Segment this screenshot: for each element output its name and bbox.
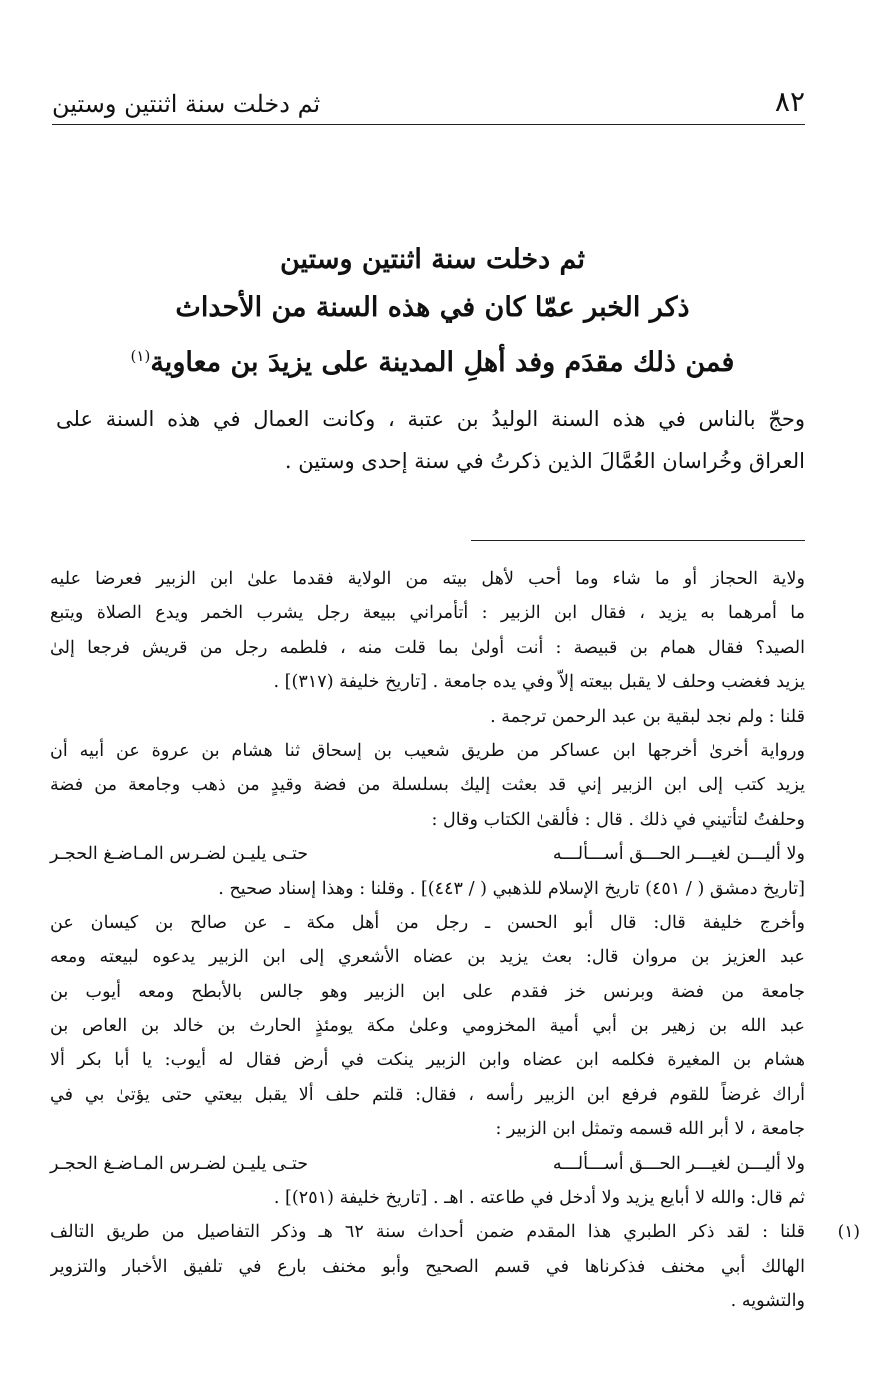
footnote-line: الهالك أبي مخنف فذكرناها في قسم الصحيح وأبو مخنف بارع في تلفيق الأخبار والتزوير — [50, 1256, 805, 1277]
verse-second-hemistich: حتـى يليـن لضـرس المـاضـغ الحجـر — [50, 844, 309, 865]
footnote-line: ثم قال: والله لا أبايع يزيد ولا أدخل في طاعته . اهـ . [تاريخ خليفة (٢٥١)] . — [273, 1188, 805, 1209]
poetry-verse — [50, 837, 805, 871]
footnote-line: قلنا : لقد ذكر الطبري هذا المقدم ضمن أحداث سنة ٦٢ هـ وذكر التفاصيل من طريق التالف — [50, 1222, 805, 1243]
section-title: ذكر الخبر عمّا كان في هذه السنة من الأحداث — [175, 292, 690, 323]
footnote-line: هشام بن المغيرة فكلمه ابن عضاه وابن الزبير ينكت في أرض فقال له أيوب: يا أبا بكر ألا — [50, 1050, 805, 1071]
footnote-line: ما أمرهما به يزيد ، فقال ابن الزبير : أتأمراني ببيعة رجل يشرب الخمر ويدع الصلاة ويتبع — [50, 603, 805, 624]
main-text — [56, 398, 805, 482]
footnote-number: (١) — [837, 1222, 860, 1243]
footnote-line: يزيد كتب إلى ابن الزبير إني قد بعثت إليك بسلسلة من فضة وقيدٍ من ذهب وجامعة من فضة — [50, 775, 805, 796]
main-text-line: وحجّ بالناس في هذه السنة الوليدُ بن عتبة ، وكانت العمال في هذه السنة على — [56, 407, 805, 431]
footnote-line: يزيد فغضب وحلف لا يقبل بيعته إلاّ وفي يده جامعة . [تاريخ خليفة (٣١٧)] . — [273, 672, 805, 693]
footnote-line: جامعة من فضة وبرنس خز فقدم على ابن الزبير وهو جالس بالأبطح ومعه أيوب بن — [50, 981, 805, 1002]
footnote-line: ولاية الحجاز أو ما شاء وما أحب لأهل بيته من الولاية فقدما علىٰ ابن الزبير فعرضا عليه — [50, 569, 805, 589]
footnote-line: الصيد؟ فقال همام بن قبيصة : أنت أولىٰ بما قلت منه ، فلطمه رجل من قريش فرجعا إلىٰ — [50, 637, 805, 658]
footnote-reference: (١) — [130, 347, 151, 365]
running-title: ثم دخلت سنة اثنتين وستين — [52, 90, 321, 118]
footnote-separator — [471, 540, 805, 541]
footnote-line: ورواية أخرىٰ أخرجها ابن عساكر من طريق شعيب بن إسحاق ثنا هشام بن عروة عن أبيه أن — [50, 740, 805, 761]
main-text-line: العراق وخُراسان العُمَّالَ الذين ذكرتُ في سنة إحدى وستين . — [284, 449, 805, 473]
footnote-line: وحلفتُ لتأتيني في ذلك . قال : فألقىٰ الكتاب وقال : — [431, 809, 805, 830]
footnote-line: عبد العزيز بن مروان قال: بعث يزيد بن عضاه الأشعري إلى ابن الزبير يدعوه لبيعته ومعه — [50, 947, 805, 968]
footnotes — [50, 562, 860, 1319]
footnote-line: [تاريخ دمشق ( / ٤٥١) تاريخ الإسلام للذهبي ( / ٤٤٣)] . وقلنا : وهذا إسناد صحيح . — [218, 878, 805, 899]
footnote-line: أراك غرضاً للقوم فرفع ابن الزبير رأسه ، فقال: قلتم حلف ألا يقبل بيعتي حتى يؤتىٰ بي في — [50, 1084, 805, 1105]
footnote-1 — [50, 1215, 860, 1318]
verse-second-hemistich: حتـى يليـن لضـرس المـاضـغ الحجـر — [50, 1153, 309, 1174]
poetry-verse — [50, 1147, 805, 1181]
footnote-line: وأخرج خليفة قال: قال أبو الحسن ـ رجل من أهل مكة ـ عن صالح بن كيسان عن — [50, 912, 805, 933]
footnote-line: جامعة ، لا أبر الله قسمه وتمثل ابن الزبير : — [495, 1119, 805, 1140]
subsection-title: فمن ذلك مقدَم وفد أهلِ المدينة على يزيدَ بن معاوية$^{(١)}$ — [130, 347, 735, 378]
page-number: ٨٢ — [774, 85, 805, 118]
chapter-title: ثم دخلت سنة اثنتين وستين — [279, 244, 585, 275]
verse-first-hemistich: ولا أليـــن لغيـــر الحـــق أســـألـــه — [552, 844, 805, 865]
footnote-line: قلنا : ولم نجد لبقية بن عبد الرحمن ترجمة . — [490, 706, 805, 727]
running-header — [52, 84, 805, 125]
verse-first-hemistich: ولا أليـــن لغيـــر الحـــق أســـألـــه — [552, 1153, 805, 1174]
footnote-line: والتشويه . — [730, 1291, 805, 1312]
footnote-line: عبد الله بن زهير بن أبي أمية المخزومي وعلىٰ مكة يومئذٍ الحارث بن خالد بن العاص بن — [50, 1016, 805, 1037]
chapter-headings — [60, 236, 805, 387]
